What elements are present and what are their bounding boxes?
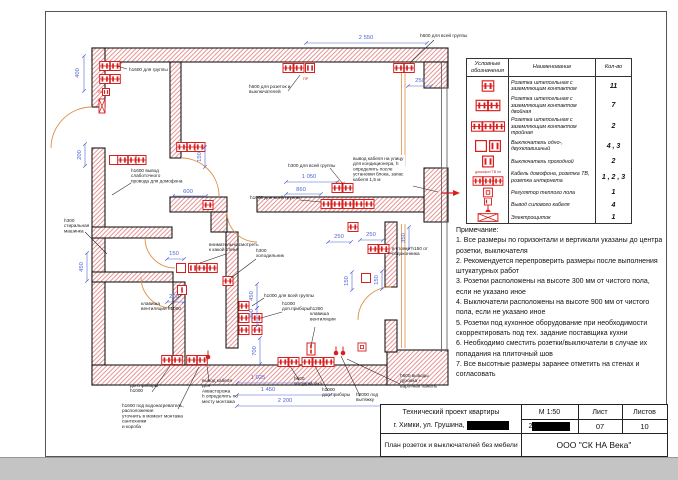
tb-sheet-label: Лист — [592, 408, 608, 416]
svg-text:150: 150 — [344, 276, 350, 286]
svg-text:h1250клавишавентиляции: h1250 клавиша вентиляции — [310, 306, 336, 322]
svg-text:h1000доп.приборы: h1000 доп.приборы — [322, 387, 351, 398]
svg-text:150: 150 — [374, 275, 380, 285]
legend-qty: 4 , 3 — [606, 142, 621, 150]
svg-text:доп.приборыh1000: доп.приборы h1000 — [130, 383, 159, 394]
legend-name: Выключатель проходной — [509, 155, 596, 168]
notes-heading: Примечание: — [456, 227, 499, 234]
symbol-single — [482, 81, 494, 91]
symbol-sw2 — [489, 141, 500, 152]
note-item-7: 7. Все высотные размеры заранее отметить на стенах и согласовать — [456, 360, 640, 379]
symbol-sw2 — [189, 264, 198, 273]
tb-doc-title: План розеток и выключателей без мебели — [384, 441, 518, 449]
symbol-single — [239, 326, 249, 335]
symbol-single — [203, 201, 213, 210]
tb-scale: М 1:50 — [538, 408, 561, 416]
legend-name: Розетка штепсельная с заземляющим контактом тройная — [509, 116, 596, 137]
symbol-double — [476, 101, 500, 111]
symbol-swK — [178, 286, 187, 295]
legend-name: Розетка штепсельная с заземляющим контактом двойная — [509, 95, 596, 116]
note-item-1: 1. Все размеры по горизонтали и вертикали указаны до центра розетки, выключателя — [456, 237, 663, 255]
legend-row-6 — [467, 187, 631, 198]
symbol-shv — [99, 99, 105, 113]
symbol-single — [136, 156, 146, 165]
symbol-sw1 — [362, 274, 371, 283]
note-item-4: 4. Выключатели расположены на высоте 900 мм от чистого пола, если не указано иное — [456, 299, 650, 317]
svg-text:ТВ: ТВ — [97, 90, 102, 94]
svg-text:h300холодильник: h300 холодильник — [256, 248, 284, 259]
tb-code-prefix: 2 — [528, 422, 533, 430]
svg-text:h1000 для всей группы: h1000 для всей группы — [264, 293, 315, 298]
notes — [456, 226, 663, 380]
legend-qty: 1 , 2 , 3 — [601, 174, 626, 182]
symbol-pin — [334, 347, 339, 356]
symbol-single — [294, 64, 304, 73]
svg-text:1 025: 1 025 — [250, 375, 266, 381]
symbol-single — [302, 358, 312, 367]
symbol-double — [197, 264, 218, 273]
legend-qty: 1 — [611, 189, 616, 197]
svg-text:ПР: ПР — [117, 62, 123, 66]
legend-header-symbols: Условные обозначения — [467, 59, 509, 76]
walls — [92, 48, 448, 385]
symbol-sw2 — [482, 156, 493, 167]
svg-text:200: 200 — [169, 294, 179, 300]
legend-symbol-floor-reg-icon — [467, 187, 509, 198]
svg-text:860: 860 — [296, 187, 306, 193]
legend-row-8 — [467, 212, 631, 223]
svg-text:600: 600 — [183, 189, 193, 195]
symbol-single — [278, 358, 288, 367]
legend-name: Кабель домофона, розетка ТВ, розетка интернета — [509, 168, 596, 187]
svg-text:h600посудомойка: h600 посудомойка — [294, 376, 323, 387]
symbol-double — [118, 156, 139, 165]
symbol-double — [187, 356, 208, 365]
notes-items — [456, 236, 663, 380]
tb-code — [521, 420, 578, 432]
svg-text:h300 для всей группы: h300 для всей группы — [288, 163, 336, 168]
legend-name: Выключатель одно-, двухклавишный — [509, 137, 596, 155]
symbol-single — [364, 200, 374, 209]
symbol-pin — [341, 347, 346, 356]
svg-text:250: 250 — [415, 78, 425, 84]
symbol-double — [177, 143, 198, 152]
legend-qty: 2 — [611, 123, 616, 131]
svg-text:h1600 для всей группы: h1600 для всей группы — [250, 195, 301, 200]
symbol-single — [195, 143, 205, 152]
legend-rows — [467, 77, 631, 223]
svg-text:2 550: 2 550 — [358, 35, 374, 41]
note-item-5: 5. Розетки под кухонное оборудование при необходимости скорректировать под тех. задание поставщика кухни — [456, 319, 648, 337]
svg-text:200: 200 — [77, 150, 83, 160]
svg-text:2 200: 2 200 — [277, 398, 293, 404]
legend-header-qty: Кол-во — [604, 64, 623, 71]
legend-symbol-switch-pass-icon — [467, 155, 509, 168]
legend-name: Электрощиток — [509, 212, 596, 223]
tb-sheets-label: Листов — [633, 408, 656, 416]
legend-name: Регулятор теплого пола — [509, 187, 596, 198]
legend-row-3 — [467, 137, 631, 155]
note-item-2: 2. Рекомендуется перепроверить размеры после выполнения штукатурных работ — [456, 257, 658, 276]
note-item-3: 3. Розетки расположены на высоте 300 мм от чистого пола, если не указано иное — [456, 278, 650, 296]
tb-sheet-no: 07 — [595, 421, 605, 431]
svg-text:450: 450 — [249, 291, 255, 301]
symbol-reg — [483, 188, 492, 197]
symbol-single — [324, 358, 334, 367]
legend-symbol-switch-pair-icon — [467, 137, 509, 155]
legend-qty: 11 — [609, 82, 618, 90]
svg-text:1 450: 1 450 — [260, 387, 276, 393]
symbol-triple — [473, 177, 503, 186]
legend-row-4 — [467, 155, 631, 168]
svg-text:в стояке h150 отподоконника: в стояке h150 от подоконника — [392, 246, 428, 257]
symbol-single — [343, 200, 353, 209]
address-redaction-box — [467, 421, 509, 430]
svg-text:h1000доп.приборы: h1000 доп.приборы — [282, 301, 311, 312]
svg-text:350: 350 — [401, 233, 407, 243]
symbol-double — [394, 64, 415, 73]
svg-text:400: 400 — [249, 309, 255, 319]
svg-text:ПР: ПР — [303, 77, 309, 81]
symbol-single — [354, 200, 364, 209]
svg-text:вывод кабеля на улицудля конди: вывод кабеля на улицу для кондиционера, h определить после установки блока, запас кабеля 1,5 м — [353, 156, 404, 182]
symbol-single — [239, 302, 249, 311]
symbol-panel — [478, 214, 498, 222]
tb-project-title: Технический проект квартиры — [402, 408, 500, 416]
legend-symbol-single-icon — [467, 77, 509, 95]
svg-text:450: 450 — [79, 262, 85, 272]
svg-text:400: 400 — [75, 68, 81, 78]
legend-name: Розетка штепсельная с заземляющим контактом — [509, 77, 596, 95]
symbol-single — [289, 358, 299, 367]
legend-symbol-triple-icon — [467, 116, 509, 137]
svg-text:h1600 для группы: h1600 для группы — [129, 67, 168, 72]
svg-text:250: 250 — [366, 232, 376, 238]
svg-text:h1600 выводслаботочногопровода: h1600 вывод слаботочного провода для домофона — [131, 168, 183, 184]
legend-symbol-low-current-icon — [467, 168, 509, 187]
symbol-double — [100, 75, 121, 84]
symbol-power-out — [484, 198, 491, 212]
symbol-single — [321, 200, 331, 209]
legend-header-row — [467, 59, 631, 77]
legend-row-2 — [467, 116, 631, 137]
svg-text:вывод кабелядляАквасторожаh оп: вывод кабеля для Аквасторожа h определить по месту монтажа — [202, 378, 238, 404]
symbol-sw1 — [177, 264, 186, 273]
symbol-single — [348, 223, 358, 232]
svg-text:домофон ТВ int: домофон ТВ int — [474, 170, 501, 175]
code-redaction-box — [532, 422, 570, 431]
legend-qty: 4 — [611, 201, 616, 209]
legend-row-1 — [467, 95, 631, 116]
symbol-double — [162, 356, 183, 365]
svg-text:ТВ int: ТВ int — [335, 181, 345, 185]
symbol-sw1 — [110, 156, 119, 165]
title-block — [380, 404, 668, 457]
legend-row-0 — [467, 77, 631, 95]
legend-qty: 7 — [611, 102, 616, 110]
legend-name: Вывод силового кабеля — [509, 198, 596, 212]
svg-text:h300стиральнаямашинка: h300 стиральная машинка — [64, 218, 90, 234]
svg-text:h600 для всей группы: h600 для всей группы — [420, 33, 468, 38]
svg-text:150: 150 — [197, 152, 203, 162]
legend-qty: 1 — [611, 214, 616, 222]
bottom-grey-band — [0, 457, 678, 480]
legend-table — [466, 58, 632, 224]
tb-sheets-total: 10 — [640, 421, 649, 431]
tb-project-address — [381, 419, 521, 431]
svg-text:h2000 подвытяжку: h2000 под вытяжку — [356, 392, 379, 403]
symbol-single — [283, 64, 293, 73]
symbol-triple — [471, 122, 504, 131]
legend-row-5 — [467, 168, 631, 187]
svg-text:1 050: 1 050 — [301, 174, 317, 180]
legend-symbol-double-icon — [467, 95, 509, 116]
legend-qty: 2 — [611, 158, 616, 166]
legend-row-7 — [467, 198, 631, 212]
tb-company: ООО "СК НА Века" — [556, 440, 632, 450]
svg-text:h600 выводыдуховка +варочная п: h600 выводы духовка + варочная панель — [400, 373, 437, 389]
legend-symbol-power-out-icon — [467, 198, 509, 212]
legend-symbol-panel-icon — [467, 212, 509, 223]
symbol-single — [252, 326, 262, 335]
svg-text:h600 для розеток ивыключателей: h600 для розеток и выключателей — [249, 84, 291, 95]
symbol-tv — [103, 89, 110, 96]
legend-header-name: Наименование — [509, 59, 596, 76]
svg-text:250: 250 — [334, 234, 344, 240]
svg-text:внимательно смотретьк какой ст: внимательно смотреть к какой стене — [209, 242, 259, 253]
symbol-reg — [358, 343, 366, 351]
note-item-6: 6. Необходимо сместить розетки/выключатели в случае их попадания на плиточный шов — [456, 340, 648, 358]
plan-symbols — [99, 62, 460, 367]
symbol-single — [239, 314, 249, 323]
symbol-single — [332, 200, 342, 209]
tb-address-text: г. Химки, ул. Грушина, — [393, 421, 465, 429]
symbol-sw1 — [475, 141, 486, 152]
svg-text:h1600 под водонагреватель,расп: h1600 под водонагреватель, расположение уточнить в момент монтажа сантехники и короба — [122, 403, 184, 429]
symbol-single — [368, 245, 378, 254]
svg-text:700: 700 — [252, 346, 258, 356]
symbol-single — [313, 358, 323, 367]
symbol-sw2 — [306, 64, 315, 73]
svg-text:150: 150 — [169, 251, 179, 257]
svg-text:клавишавентиляции h1000: клавиша вентиляции h1000 — [141, 301, 181, 312]
symbol-pin — [206, 351, 211, 360]
